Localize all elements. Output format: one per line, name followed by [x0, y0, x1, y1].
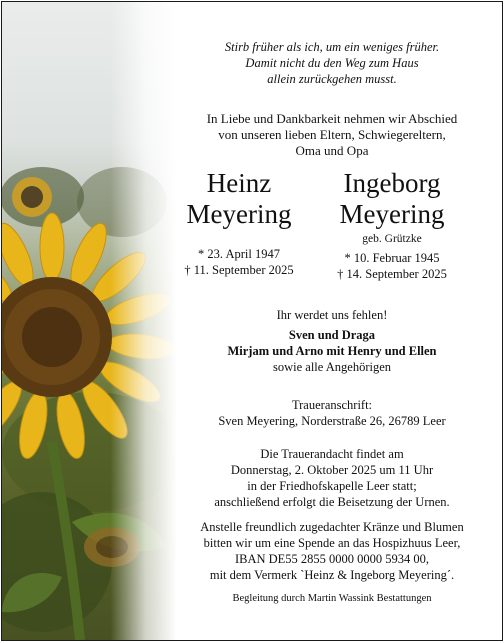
deceased-names: [162, 168, 502, 288]
address-heading: Traueranschrift:: [162, 397, 502, 413]
first-name: Heinz: [164, 168, 314, 199]
ceremony-line: Donnerstag, 2. Oktober 2025 um 11 Uhr: [162, 462, 502, 478]
obituary-card: [1, 1, 503, 641]
intro-line: von unseren lieben Eltern, Schwiegereltern,: [162, 127, 502, 143]
maiden-name: geb. Grützke: [317, 232, 467, 246]
person-heinz: [164, 168, 314, 278]
person-ingeborg: [317, 168, 467, 282]
intro-line: In Liebe und Dankbarkeit nehmen wir Abschied: [162, 111, 502, 127]
life-dates: [317, 250, 467, 282]
first-name: Ingeborg: [317, 168, 467, 199]
photo-fade-overlay: [2, 2, 177, 640]
mourners: [162, 327, 502, 375]
intro: [162, 111, 502, 159]
mourner-line: Mirjam und Arno mit Henry und Ellen: [162, 343, 502, 359]
donation-line: mit dem Vermerk `Heinz & Ingeborg Meyering´.: [162, 567, 502, 583]
ceremony-line: Die Trauerandacht findet am: [162, 446, 502, 462]
intro-line: Oma und Opa: [162, 143, 502, 159]
mourner-line: sowie alle Angehörigen: [162, 359, 502, 375]
motto-line: Damit nicht du den Weg zum Haus: [162, 55, 502, 71]
last-name: Meyering: [317, 199, 467, 230]
birth-date: * 10. Februar 1945: [317, 250, 467, 266]
sunflower-photo: [2, 2, 177, 640]
ceremony-line: in der Friedhofskapelle Leer statt;: [162, 478, 502, 494]
last-name: Meyering: [164, 199, 314, 230]
donation-info: [162, 519, 502, 583]
life-dates: [164, 246, 314, 278]
birth-date: * 23. April 1947: [164, 246, 314, 262]
motto-line: Stirb früher als ich, um ein weniges früher.: [162, 39, 502, 55]
donation-line: bitten wir um eine Spende an das Hospizhuus Leer,: [162, 535, 502, 551]
address-line: Sven Meyering, Norderstraße 26, 26789 Leer: [162, 413, 502, 429]
motto: [162, 39, 502, 87]
undertaker-credit: Begleitung durch Martin Wassink Bestattungen: [162, 592, 502, 606]
motto-line: allein zurückgehen musst.: [162, 71, 502, 87]
miss-line: Ihr werdet uns fehlen!: [162, 307, 502, 323]
mourning-address: [162, 397, 502, 429]
ceremony-info: [162, 446, 502, 510]
mourner-line: Sven und Draga: [162, 327, 502, 343]
death-date: † 11. September 2025: [164, 262, 314, 278]
donation-line: Anstelle freundlich zugedachter Kränze und Blumen: [162, 519, 502, 535]
ceremony-line: anschließend erfolgt die Beisetzung der Urnen.: [162, 494, 502, 510]
death-date: † 14. September 2025: [317, 266, 467, 282]
donation-line: IBAN DE55 2855 0000 0000 5934 00,: [162, 551, 502, 567]
